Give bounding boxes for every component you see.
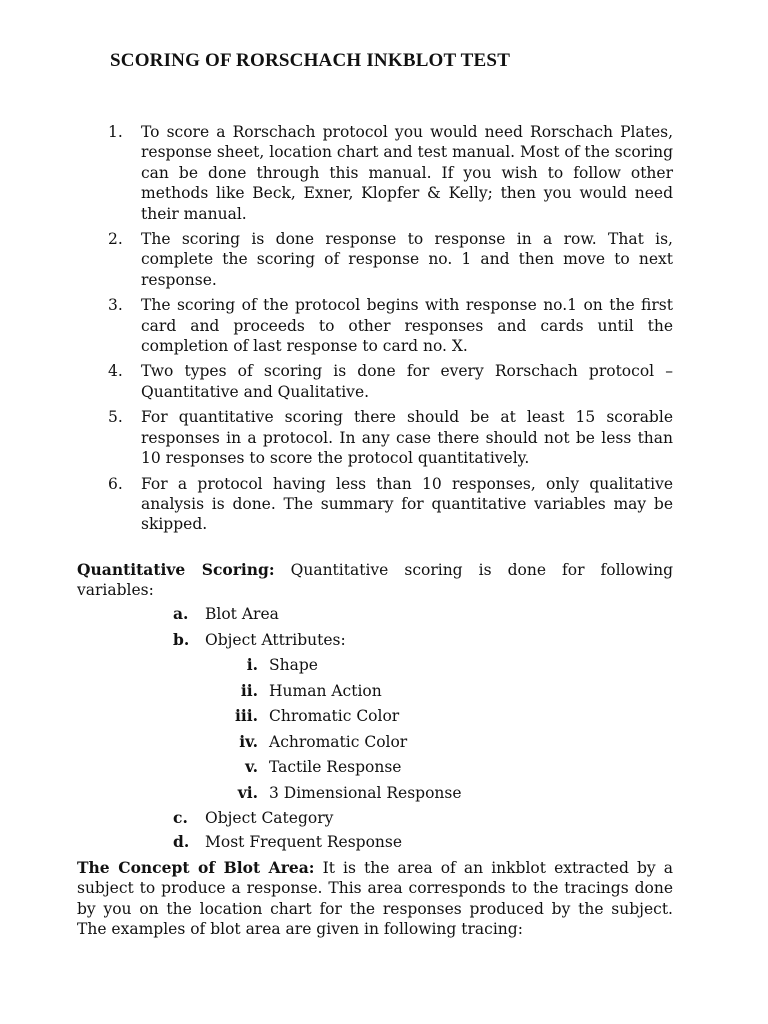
list-item-number: 3. <box>108 296 123 315</box>
roman-item-text: Human Action <box>269 682 382 700</box>
list-item-number: 6. <box>108 474 123 493</box>
roman-item-text: Chromatic Color <box>269 707 400 725</box>
sublist-item-letter: b. <box>173 630 190 649</box>
list-item-text: Two types of scoring is done for every Rorschach protocol – Quantitative and Qualitative. <box>141 362 673 401</box>
list-item-text: To score a Rorschach protocol you would need Rorschach Plates, response sheet, location chart and test manual. Most of the scoring can be done through this manual. If you wish to follow other methods like Beck, Exner, Klopfer & Kelly; then you would need their manual. <box>141 123 673 223</box>
roman-item-text: Achromatic Color <box>269 733 408 751</box>
quantitative-scoring-heading: Quantitative Scoring: <box>77 560 275 579</box>
list-item-text: The scoring of the protocol begins with response no.1 on the first card and proceeds to other responses and cards until the completion of last response to card no. X. <box>141 296 673 356</box>
list-item-text: The scoring is done response to response in a row. That is, complete the scoring of response no. 1 and then move to next response. <box>141 230 673 289</box>
sublist-item-letter: d. <box>173 832 190 851</box>
list-item <box>0 361 673 402</box>
blot-area-text: It is the area of an inkblot extracted by a subject to produce a response. This area corresponds to the tracings done by you on the location chart for the responses produced by the subject. The examples of blot area are given in following tracing: <box>77 859 673 939</box>
list-item-number: 5. <box>108 408 123 427</box>
list-item <box>0 474 673 535</box>
sublist-item-text: Object Attributes: <box>205 631 346 649</box>
list-item-number: 2. <box>108 230 123 249</box>
sublist-item-text: Object Category <box>205 809 334 827</box>
list-item <box>0 229 673 290</box>
numbered-list <box>0 122 768 540</box>
sublist-item-text: Most Frequent Response <box>205 833 403 851</box>
list-item-text: For quantitative scoring there should be at least 15 scorable responses in a protocol. In any case there should not be less than 10 responses to score the protocol quantitatively. <box>141 408 673 468</box>
blot-area-paragraph <box>77 858 673 940</box>
roman-item-text: Shape <box>269 656 318 674</box>
roman-item-text: 3 Dimensional Response <box>269 784 462 802</box>
quantitative-scoring-text: Quantitative scoring is done for following variables: <box>77 561 673 600</box>
quantitative-scoring-paragraph <box>77 560 673 601</box>
list-item <box>0 407 673 468</box>
roman-item-numeral: v. <box>245 757 258 776</box>
roman-item-numeral: i. <box>246 655 258 674</box>
roman-item-numeral: iv. <box>239 732 258 751</box>
sublist-item-letter: c. <box>173 808 188 827</box>
roman-item-text: Tactile Response <box>269 758 402 776</box>
sublist-item-text: Blot Area <box>205 605 279 623</box>
list-item-number: 1. <box>108 123 123 141</box>
roman-item-numeral: ii. <box>240 681 258 700</box>
roman-item-numeral: vi. <box>237 783 258 802</box>
list-item-number: 4. <box>108 362 123 381</box>
roman-item-numeral: iii. <box>234 706 258 725</box>
list-item-text: For a protocol having less than 10 responses, only qualitative analysis is done. The summary for quantitative variables may be skipped. <box>141 474 673 534</box>
list-item <box>0 122 673 224</box>
blot-area-heading: The Concept of Blot Area: <box>77 858 315 877</box>
page-title: SCORING OF RORSCHACH INKBLOT TEST <box>110 50 511 71</box>
list-item <box>0 295 673 356</box>
sublist-item-letter: a. <box>173 604 189 623</box>
